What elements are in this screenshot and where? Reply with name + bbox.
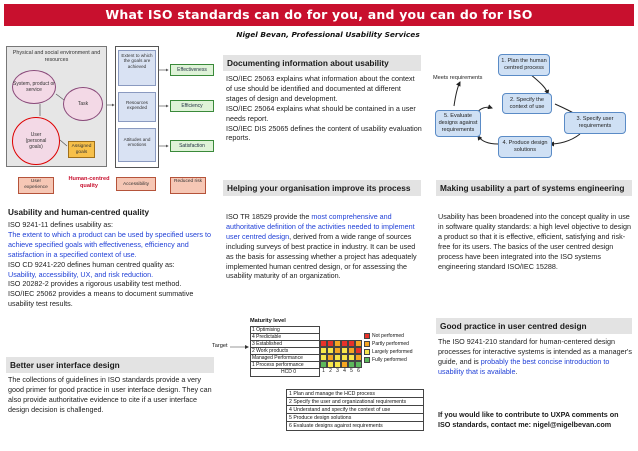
grid-cell bbox=[348, 347, 355, 354]
cycle-node-2-label: 2. Specify the context of use bbox=[509, 96, 545, 110]
user-experience-box bbox=[18, 177, 54, 194]
documenting-body bbox=[226, 74, 422, 143]
reduced-risk-label: Reduced risk bbox=[174, 179, 202, 184]
good-practice-highlight: probably the best concise introduction to usability that is available bbox=[438, 356, 610, 376]
grid-cell bbox=[327, 347, 334, 354]
grid-cell bbox=[341, 354, 348, 361]
documenting-p1: ISO/IEC 25063 explains what information about the context of use should be identified and documented at different stages of design and development. bbox=[226, 74, 415, 103]
legend-label: Fully performed bbox=[372, 357, 407, 363]
resources-label: Resources expended bbox=[126, 100, 148, 111]
page-title: What ISO standards can do for you, and you can do for ISO bbox=[4, 4, 634, 26]
reduced-risk-box bbox=[170, 177, 206, 194]
target-label: Target bbox=[212, 343, 228, 349]
process-step: 1 Plan and manage the HCD process bbox=[287, 390, 423, 398]
legend-label: Not performed bbox=[372, 333, 404, 339]
maturity-level: 4 Predictable bbox=[251, 334, 319, 341]
helping-title: Helping your organisation improve its process bbox=[223, 180, 421, 196]
col-number: 3 bbox=[336, 368, 339, 374]
col-number: 6 bbox=[357, 368, 360, 374]
documenting-p2: ISO/IEC 25064 explains what should be contained in a user needs report. bbox=[226, 103, 416, 123]
grid-cell bbox=[334, 361, 341, 368]
legend-item bbox=[364, 356, 424, 364]
making-title: Making usability a part of systems engineering bbox=[436, 180, 632, 196]
process-step: 2 Specify the user and organizational requirements bbox=[287, 398, 423, 406]
process-step: 5 Produce design solutions bbox=[287, 414, 423, 422]
maturity-level: 1 Process performance bbox=[251, 362, 319, 369]
accessibility-label: Accessibility bbox=[122, 182, 150, 187]
system-label: System, product or service bbox=[13, 81, 55, 93]
grid-cell bbox=[334, 354, 341, 361]
grid-cell bbox=[327, 354, 334, 361]
user-experience-label: User experience bbox=[24, 179, 48, 190]
maturity-legend bbox=[364, 332, 424, 364]
target-arrow bbox=[230, 344, 250, 350]
grid-cell bbox=[348, 340, 355, 347]
col-number: 2 bbox=[329, 368, 332, 374]
cycle-node-3 bbox=[564, 112, 626, 134]
usability-section-title: Usability and human-centred quality bbox=[6, 205, 214, 221]
hcd-label: HCD 0 bbox=[281, 369, 297, 375]
process-step: 4 Understand and specify the context of use bbox=[287, 406, 423, 414]
assigned-goals-label: Assigned goals bbox=[71, 144, 92, 155]
process-steps bbox=[286, 389, 424, 431]
cycle-node-1-label: 1. Plan the human centred process bbox=[501, 58, 547, 71]
helping-b1: ISO TR 18529 provide the bbox=[226, 212, 312, 221]
legend-item bbox=[364, 332, 424, 340]
legend-label: Largely performed bbox=[372, 349, 413, 355]
cycle-node-5 bbox=[435, 110, 481, 137]
helping-body bbox=[226, 212, 422, 281]
cycle-node-3-label: 3. Specify user requirements bbox=[576, 116, 614, 129]
maturity-grid bbox=[320, 326, 362, 375]
documenting-title: Documenting information about usability bbox=[223, 55, 421, 71]
hcq-definition: Usability, accessibility, UX, and risk reduction. bbox=[8, 269, 154, 279]
author-line: Nigel Bevan, Professional Usability Services bbox=[236, 30, 420, 39]
satisfaction-label: Satisfaction bbox=[179, 143, 205, 149]
usability-p3: ISO 20282-2 provides a rigorous usability test method. bbox=[8, 279, 182, 289]
accessibility-box bbox=[116, 177, 156, 191]
efficiency-label: Efficiency bbox=[181, 103, 203, 109]
helping-highlight: most comprehensive and authoritative definition of the activities needed to implement user centred design bbox=[226, 212, 415, 241]
grid-cell bbox=[320, 354, 327, 361]
user-label: User (personal goals) bbox=[25, 132, 47, 150]
grid-cell bbox=[355, 354, 362, 361]
effectiveness-label: Effectiveness bbox=[177, 67, 207, 73]
extent-label: Extent to which the goals are achieved bbox=[121, 53, 153, 69]
good-practice-b1: The ISO 9241-210 standard for human-centered design processes for interactive systems is intended as a manager's guide, and is bbox=[438, 337, 632, 366]
cycle-node-4-label: 4. Produce design solutions bbox=[502, 140, 548, 153]
usability-section-body bbox=[8, 220, 213, 309]
cycle-node-4 bbox=[498, 136, 552, 158]
usability-definition: The extent to which a product can be used by specified users to achieve specified goals with effectiveness, efficiency and satisfaction in a specified context of use. bbox=[8, 229, 211, 259]
legend-item bbox=[364, 348, 424, 356]
grid-cell bbox=[327, 340, 334, 347]
grid-cell bbox=[320, 361, 327, 368]
better-ui-title: Better user interface design bbox=[6, 357, 214, 373]
grid-cell bbox=[348, 361, 355, 368]
usability-p2: ISO CD 9241-220 defines human centred quality as: bbox=[8, 259, 175, 269]
task-label: Task bbox=[77, 101, 89, 107]
maturity-level: Managed Performance bbox=[251, 355, 319, 362]
legend-item bbox=[364, 340, 424, 348]
grid-cell bbox=[341, 361, 348, 368]
col-number: 4 bbox=[343, 368, 346, 374]
maturity-table bbox=[212, 318, 426, 446]
grid-cell bbox=[334, 340, 341, 347]
grid-cell bbox=[355, 340, 362, 347]
grid-cell bbox=[320, 340, 327, 347]
maturity-level: 1 Optimising bbox=[251, 327, 319, 334]
usability-p4: ISO/IEC 25062 provides a means to document summative usability test results. bbox=[8, 289, 194, 309]
hcd-cycle bbox=[430, 48, 635, 168]
helping-b2: , derived from a wide range of sources including surveys of best practice in industry. It can be used as the basis for assessing whether a project has adequately implemented human centred design, or for assessing the usability maturity of an organization. bbox=[226, 231, 417, 281]
making-body: Usability has been broadened into the concept quality in use in software quality standards: a high level objective to design a product so that it is effective, efficient, satisfying and risk-free for its users. The basics of the user centred design process have been integrated into the ISO systems engineering standard ISO/IEC 15288. bbox=[438, 212, 631, 271]
attitudes-label: Attitudes and emotions bbox=[123, 137, 151, 148]
good-practice-end: . bbox=[515, 366, 518, 376]
hcd-row bbox=[251, 369, 319, 376]
maturity-level: 3 Established bbox=[251, 341, 319, 348]
maturity-levels bbox=[250, 326, 320, 377]
grid-cell bbox=[341, 347, 348, 354]
meets-requirements-label: Meets requirements bbox=[433, 75, 483, 81]
grid-cell bbox=[341, 340, 348, 347]
process-step: 6 Evaluate designs against requirements bbox=[289, 423, 383, 429]
cycle-node-5-label: 5. Evaluate designs against requirements bbox=[438, 113, 478, 133]
documenting-p3: ISO/IEC DIS 25065 defines the content of usability evaluation reports. bbox=[226, 123, 422, 143]
grid-cell bbox=[348, 354, 355, 361]
grid-cell bbox=[327, 361, 334, 368]
grid-cell bbox=[320, 347, 327, 354]
good-practice-title: Good practice in user centred design bbox=[436, 318, 632, 334]
maturity-level: 2 Work products bbox=[251, 348, 319, 355]
legend-label: Partly performed bbox=[372, 341, 409, 347]
grid-cell bbox=[334, 347, 341, 354]
diagram-arrows bbox=[0, 0, 220, 195]
cycle-node-2 bbox=[502, 93, 552, 114]
grid-cell bbox=[355, 347, 362, 354]
cycle-node-1 bbox=[498, 54, 550, 76]
good-practice-body bbox=[438, 337, 632, 377]
col-numbers bbox=[320, 368, 362, 375]
environment-label: Physical and social environment and resources bbox=[12, 50, 101, 63]
contact-note: If you would like to contribute to UXPA comments on ISO standards, contact me: nigel@nigelbevan.com bbox=[438, 410, 619, 429]
col-number: 5 bbox=[350, 368, 353, 374]
human-centred-quality-label: Human-centred quality bbox=[68, 176, 110, 189]
better-ui-body: The collections of guidelines in ISO standards provide a very good primer for good practice in user interface design. They can also provide authoritative evidence to cite if a user interface design decision is challenged. bbox=[8, 375, 212, 414]
grid-cell bbox=[355, 361, 362, 368]
col-number: 1 bbox=[322, 368, 325, 374]
maturity-title: Maturity level bbox=[250, 318, 286, 324]
usability-p1: ISO 9241-11 defines usability as: bbox=[8, 220, 113, 229]
